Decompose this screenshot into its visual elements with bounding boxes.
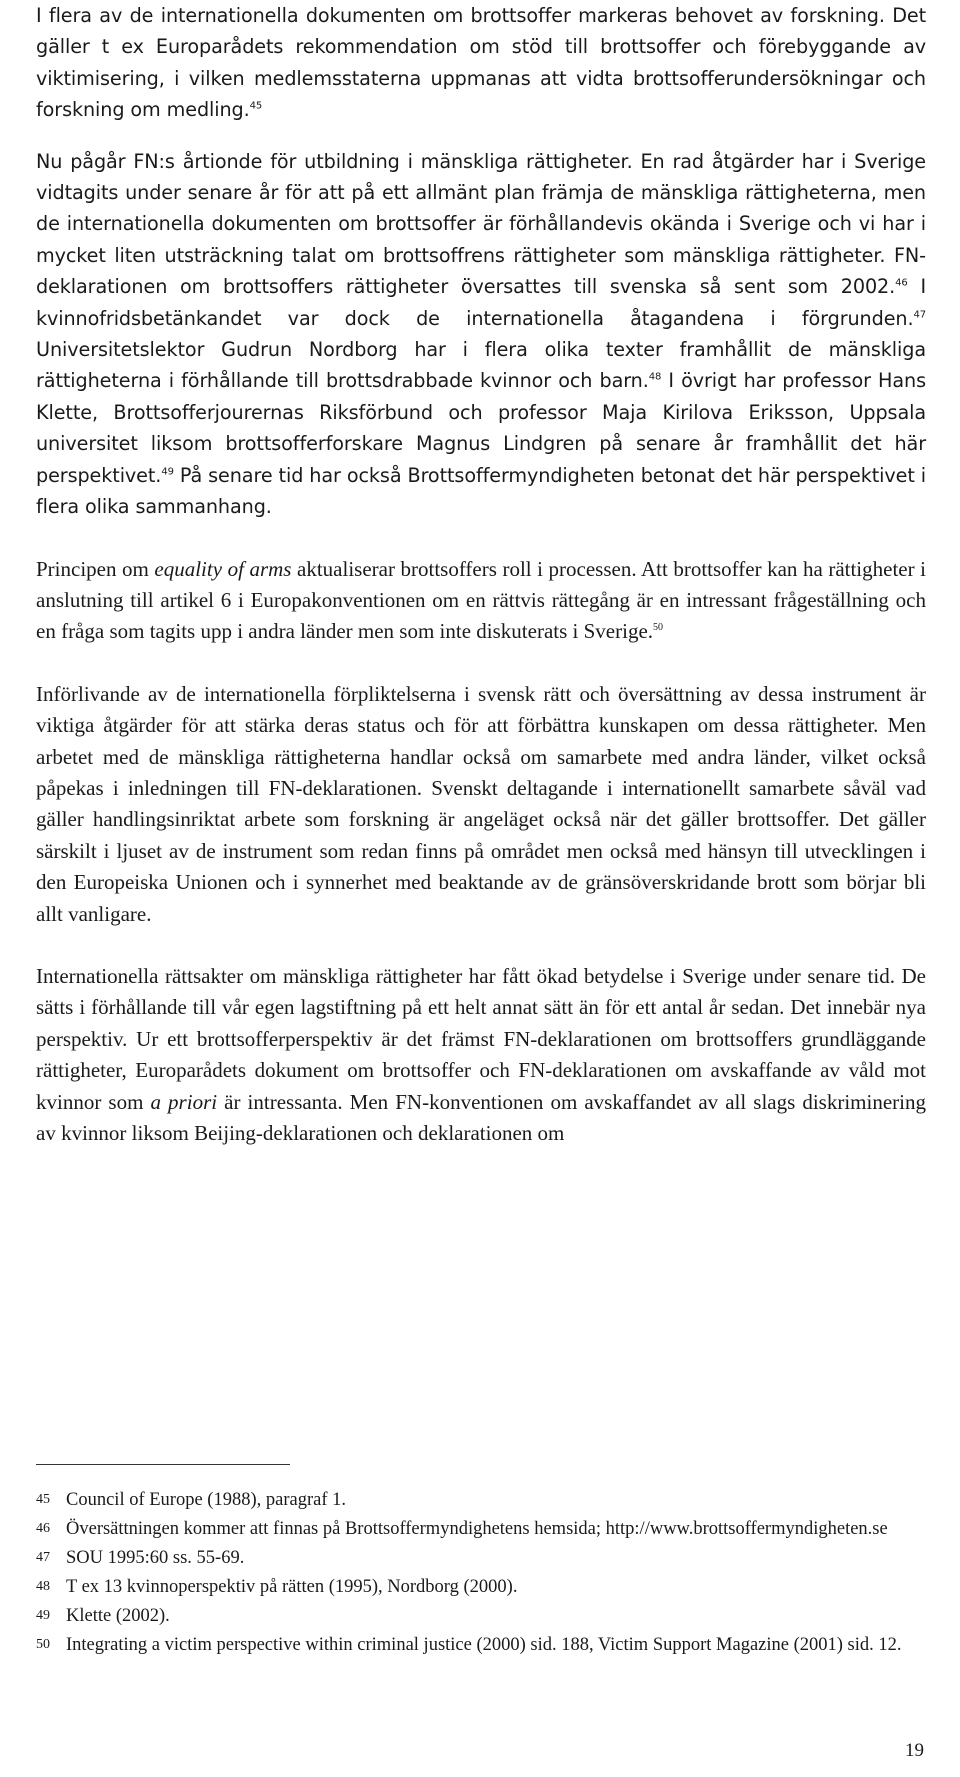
footnote-49 (36, 1604, 926, 1628)
page-body (36, 0, 926, 1149)
footnote-text: Council of Europe (1988), paragraf 1. (66, 1490, 346, 1510)
footnote-number: 49 (36, 1608, 50, 1623)
paragraph-text: I kvinnofridsbetänkandet var dock de internationella åtagandena i förgrunden. (36, 275, 926, 330)
footnote-text: T ex 13 kvinnoperspektiv på rätten (1995), Nordborg (2000). (66, 1577, 518, 1597)
paragraph-text: Internationella rättsakter om mänskliga rättigheter har fått ökad betydelse i Sverige under senare tid. De sätts i förhållande till vår egen lagstiftning på ett helt annat sätt än för ett antal år sedan. Det innebär nya perspektiv. Ur ett brottsofferperspektiv är det främst FN-deklarationen om brottsoffers grundläggande rättigheter, Europarådets dokument om brottsoffer och FN-deklarationen om avskaffande av våld mot kvinnor som (36, 963, 926, 1114)
paragraph-text: I övrigt har professor Hans Klette, Brottsofferjourernas Riksförbund och professor Maja Kirilova Eriksson, Uppsala universitet liksom brottsofferforskare Magnus Lindgren på senare år framhållit det här perspektivet. (36, 369, 926, 487)
paragraph-text: Nu pågår FN:s årtionde för utbildning i mänskliga rättigheter. En rad åtgärder har i Sverige vidtagits under senare år för att på ett allmänt plan främja de mänskliga rättigheterna, men de internationella dokumenten om brottsoffer är förhållandevis okända i Sverige och vi har i mycket liten utsträckning talat om brottsoffrens rättigheter som mänskliga rättigheter. (36, 149, 926, 267)
footnote-number: 50 (36, 1637, 50, 1652)
paragraph-text: Införlivande av de internationella förpliktelserna i svensk rätt och översättning av dessa instrument är viktiga åtgärder för att stärka deras status och för att förbättra kunskapen om dessa rättigheter. Men arbetet med de mänskliga rättigheterna handlar också om samarbete med andra länder, vilket också påpekas i inledningen till FN-deklarationen. Svenskt deltagande i internationellt samarbete såväl vad gäller handlingsinriktat arbete som forskning är angeläget också när det gäller brottsoffer. Det gäller särskilt i ljuset av de instrument som redan finns på området men också med hänsyn till utvecklingen i den Europeiska Unionen och i synnerhet med beaktande av de gränsöverskridande brott som börjar bli allt vanligare. (36, 681, 926, 926)
paragraph-text: I flera av de internationella dokumenten om brottsoffer markeras behovet av forskning. Det gäller t ex Europarådets rekommendation om stöd till brottsoffer och förebyggande av viktimisering, i vilken medlemsstaterna uppmanas att vidta brottsofferundersökningar och forskning om medling. (36, 4, 926, 122)
footnote-number: 47 (36, 1550, 50, 1565)
italic-term: a priori (150, 1089, 218, 1114)
footnote-ref-50[interactable]: 50 (653, 622, 664, 634)
italic-term: equality of arms (154, 556, 292, 581)
footnote-45 (36, 1488, 926, 1512)
footnote-46 (36, 1517, 926, 1541)
paragraph-text: aktualiserar brottsoffers roll i processen. Att brottsoffer kan ha rättigheter i anslutning till artikel 6 i Europakonventionen om en rättvis rättegång är en intressant frågeställning och en fråga som tagits upp i andra länder men som inte diskuterats i Sverige. (36, 556, 926, 644)
footnotes (36, 1488, 926, 1662)
footnote-50 (36, 1633, 926, 1657)
footnote-47 (36, 1546, 926, 1570)
footnote-text: Klette (2002). (66, 1606, 170, 1626)
footnote-ref-49[interactable]: 49 (161, 466, 174, 478)
footnote-text: Översättningen kommer att finnas på Brottsoffermyndighetens hemsida; http://www.brottsoffermyndigheten.se (66, 1519, 888, 1539)
paragraph-forskning (36, 0, 926, 126)
footnote-ref-46[interactable]: 46 (895, 277, 908, 289)
paragraph-manskliga-rattigheter (36, 146, 926, 523)
paragraph-text: På senare tid har också Brottsoffermyndigheten betonat det här perspektivet i flera olika sammanhang. (36, 463, 926, 519)
footnote-divider (36, 1464, 290, 1465)
footnote-ref-48[interactable]: 48 (648, 372, 662, 384)
footnote-text: Integrating a victim perspective within criminal justice (2000) sid. 188, Victim Support Magazine (2001) sid. 12. (66, 1635, 902, 1655)
footnote-48 (36, 1575, 926, 1599)
footnote-number: 46 (36, 1521, 50, 1536)
footnote-number: 45 (36, 1492, 50, 1507)
paragraph-text: Principen om (36, 556, 155, 581)
footnote-number: 48 (36, 1579, 50, 1594)
paragraph-text: Universitetslektor Gudrun Nordborg har i flera olika texter framhållit de mänskliga rättigheterna i förhållande till brottsdrabbade kvinnor och barn. (36, 338, 926, 393)
paragraph-text: FN-deklarationen om brottsoffers rättigheter översattes till svenska så sent som 2002. (36, 243, 927, 299)
footnote-text: SOU 1995:60 ss. 55-69. (66, 1548, 245, 1568)
paragraph-equality-of-arms (36, 554, 926, 648)
page-number: 19 (905, 1740, 924, 1761)
paragraph-internationella-rattsakter (36, 961, 926, 1149)
paragraph-text: är intressanta. Men FN-konventionen om avskaffandet av all slags diskriminering av kvinnor liksom Beijing-deklarationen och deklarationen om (36, 1089, 927, 1145)
footnote-ref-45[interactable]: 45 (249, 100, 263, 112)
footnote-ref-47[interactable]: 47 (913, 309, 926, 321)
paragraph-inforlivande (36, 679, 926, 930)
